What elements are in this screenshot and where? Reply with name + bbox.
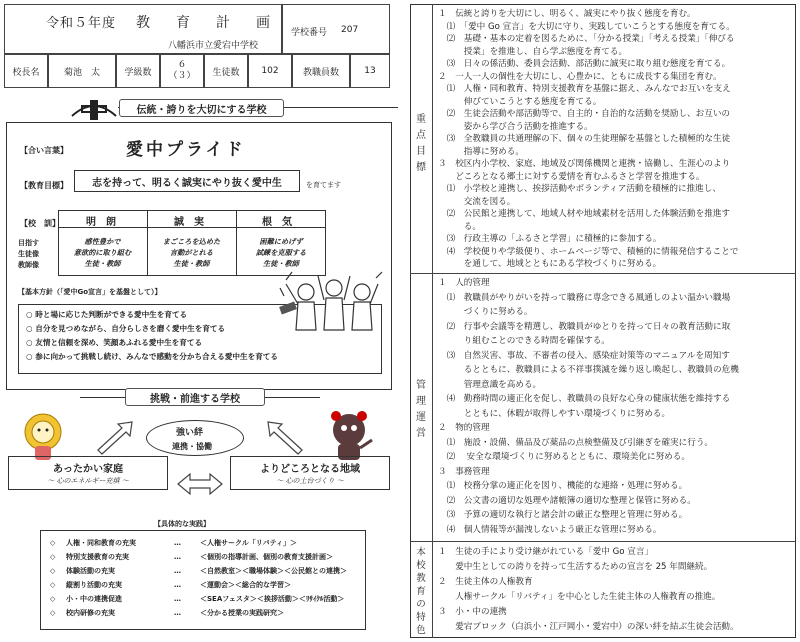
plan-year: 令和５年度 [46, 16, 117, 31]
policy-label: 【基本方針（「愛中Go宣言」を基盤として）】 [18, 288, 162, 296]
policy-list [26, 308, 278, 364]
school-no-label: 学校番号 [291, 28, 328, 38]
students-label: 生徒数 [204, 54, 248, 88]
classes-count: ６ [177, 60, 187, 70]
students-illustration [278, 270, 384, 352]
school-name: 八幡浜市立愛宕中学校 [168, 41, 259, 51]
motto-label: 【合い言葉】 [20, 146, 68, 155]
goal-suffix: を育てます [306, 181, 341, 189]
policy-item: ○ 参に向かって挑戦し続け、みんなで感動を分かち合える愛中生を育てる [26, 352, 278, 361]
center-strong-bond: 強い絆 [176, 428, 204, 438]
principal-label: 校長名 [4, 54, 48, 88]
practice-item: ◇ 人権・同和教育の充実 … ＜人権サークル「リバティ」＞ [50, 539, 298, 547]
practice-item: ◇ 小・中の連携促進 … ＜SEAフェスタ＞＜挨拶活動＞＜ﾘｻｲｸﾙ活動＞ [50, 595, 345, 603]
kun-seijitsu: 誠 実 [174, 217, 204, 228]
practice-item: ◇ 校内研修の充実 … ＜分かる授業の実践研究＞ [50, 609, 284, 617]
classes-label: 学級数 [116, 54, 160, 88]
education-goal: 志を持って、明るく誠実にやり抜く愛中生 [92, 177, 282, 189]
policy-item: ○ 時と場に応じた判断ができる愛中生を育てる [26, 310, 188, 319]
kun-label: 【校 訓】 [20, 219, 60, 228]
policy-item: ○ 友情と信頼を深め、笑顔あふれる愛中生を育てる [26, 338, 203, 347]
staff-label: 教職員数 [292, 54, 350, 88]
region-title: よりどころとなる地域 [260, 464, 360, 475]
banner-challenge: 挑戦・前進する学校 [150, 393, 240, 405]
school-no: 207 [341, 25, 359, 35]
center-cooperation: 連携・協働 [172, 442, 212, 451]
practice-item: ◇ 縦割り活動の充実 … ＜運動会＞＜総合的な学習＞ [50, 581, 291, 589]
goal-label: 【教育目標】 [20, 181, 68, 190]
home-title: あったかい家庭 [53, 464, 123, 475]
ideal-label: 目指す 生徒像 教師像 [18, 239, 39, 269]
ideal-2: まごころを込めた 言動がとれる 生徒・教師 [162, 237, 221, 268]
section-label-goals: 重点目標 [416, 114, 426, 173]
banner-tradition: 伝統・誇りを大切にする学校 [136, 104, 267, 116]
kun-meirou: 明 朗 [86, 217, 116, 228]
section-label-management: 管理運営 [416, 380, 426, 439]
home-subtitle: ～ 心のエネルギー充填 ～ [47, 477, 129, 485]
principal-name: 菊池 太 [48, 54, 116, 88]
policy-item: ○ 自分を見つめながら、自分らしさを磨く愛中生を育てる [26, 324, 226, 333]
ideal-1: 感性豊かで 意欲的に取り組む 生徒・教師 [73, 237, 132, 268]
practice-list [50, 536, 360, 620]
practice-label: 【具体的な実践】 [154, 520, 210, 528]
plan-title: 教 育 計 画 [136, 15, 276, 31]
motto: 愛中プライド [126, 140, 246, 160]
kun-konki: 根 気 [262, 217, 292, 228]
students-count: 102 [248, 54, 292, 88]
practice-item: ◇ 体験活動の充実 … ＜自然教室＞＜職場体験＞＜公民館との連携＞ [50, 567, 347, 575]
practice-item: ◇ 特別支援教育の充実 … ＜個別の指導計画、個別の教育支援計画＞ [50, 553, 333, 561]
region-subtitle: ～ 心の土台づくり ～ [276, 477, 344, 485]
classes-sub: （３） [168, 71, 196, 81]
ideal-3: 困難にめげず 試練を克服する 生徒・教師 [255, 237, 307, 268]
staff-count: 13 [350, 54, 390, 88]
section-label-features: 本校教育の特色 [416, 547, 426, 636]
